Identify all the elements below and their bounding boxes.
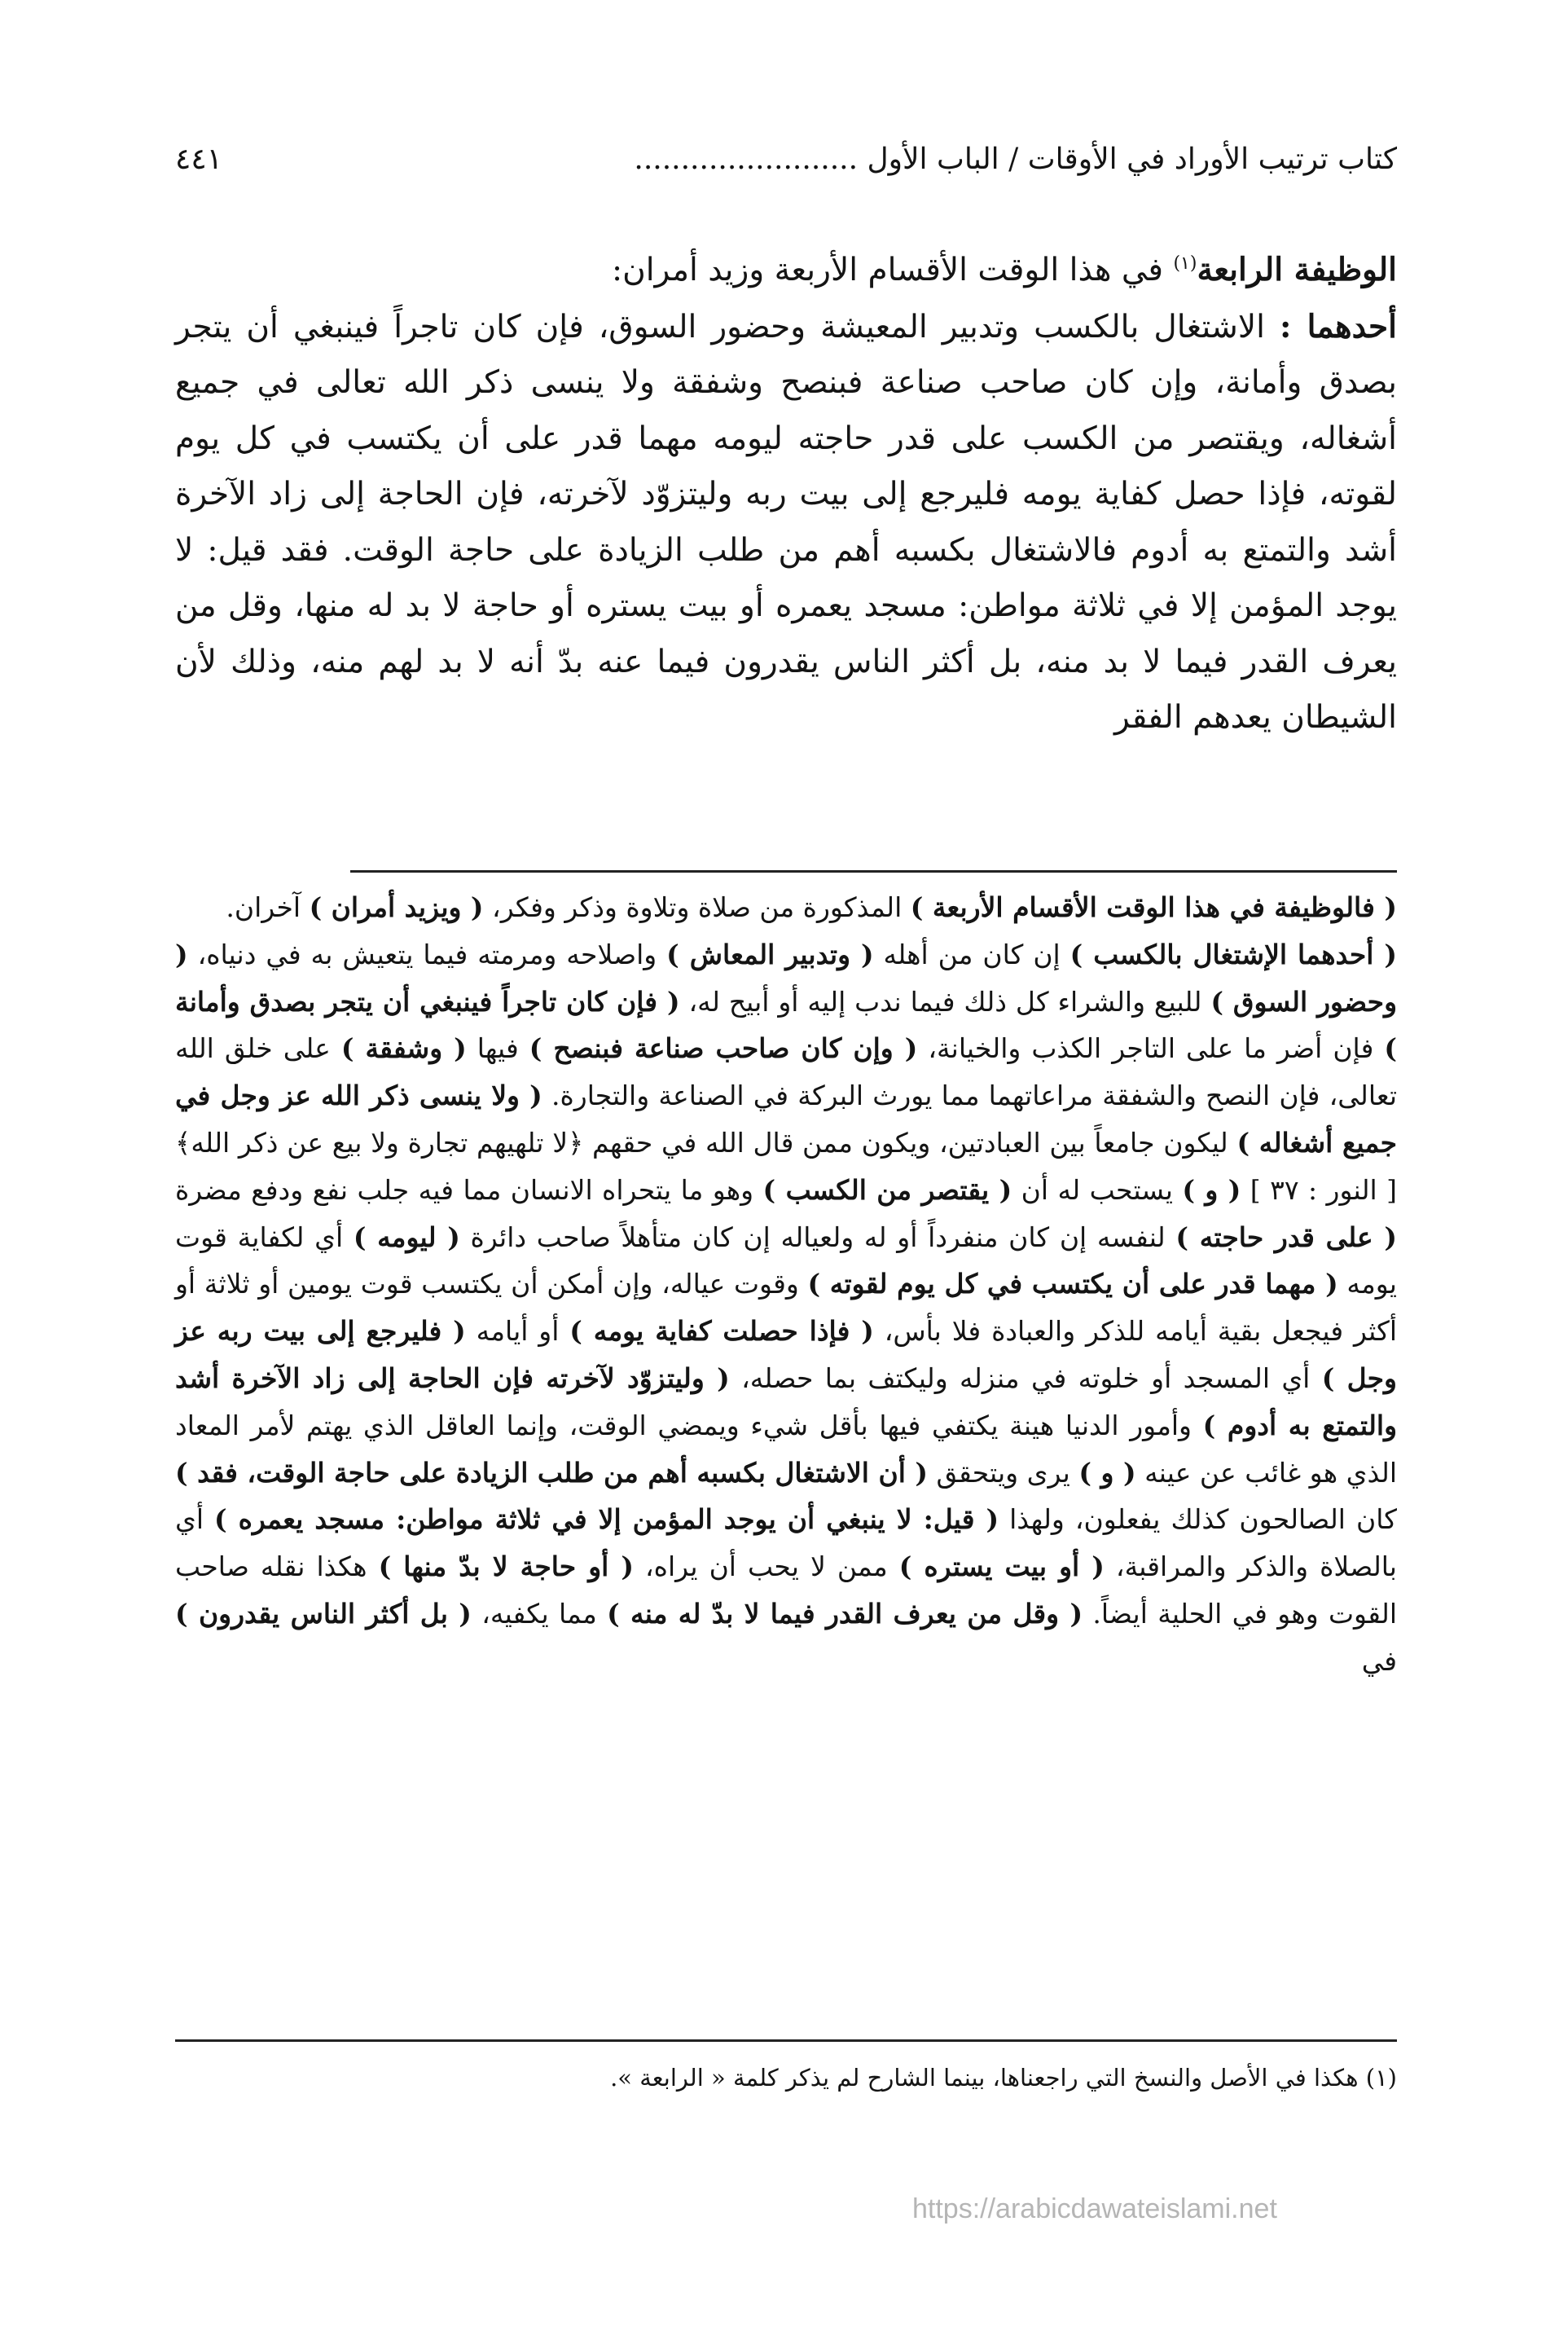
footnote-divider [175, 2039, 1397, 2042]
watermark-url: https://arabicdawateislami.net [912, 2193, 1277, 2224]
running-title: كتاب ترتيب الأوراد في الأوقات / الباب الأول ........................ [634, 142, 1397, 176]
footnote-number: (١) [1365, 2064, 1397, 2092]
commentary-paragraph-1: ( فالوظيفة في هذا الوقت الأقسام الأربعة ) المذكورة من صلاة وتلاوة وذكر وفكر، ( ويزيد أمران ) آخران. [226, 891, 1397, 923]
commentary-paragraph-2: ( أحدهما الإشتغال بالكسب ) إن كان من أهله ( وتدبير المعاش ) واصلاحه ومرمته فيما يتعيش به في دنياه، ( وحضور السوق ) للبيع والشراء كل ذلك فيما ندب إليه أو أبيح له، ( فإن كان تاجراً فينبغي أن يتجر بصدق وأمانة ) فإن أضر ما على التاجر الكذب والخيانة، ( وإن كان صاحب صناعة فبنصح ) فيها ( وشفقة ) على خلق الله تعالى، فإن النصح والشفقة مراعاتهما مما يورث البركة في الصناعة والتجارة. ( ولا ينسى ذكر الله عز وجل في جميع أشغاله ) ليكون جامعاً بين العبادتين، ويكون ممن قال الله في حقهم ﴿لا تلهيهم تجارة ولا بيع عن ذكر الله﴾ [ النور : ٣٧ ] ( و ) يستحب له أن ( يقتصر من الكسب ) وهو ما يتحراه الانسان مما فيه جلب نفع ودفع مضرة ( على قدر حاجته ) لنفسه إن كان منفرداً أو له ولعياله إن كان متأهلاً صاحب دائرة ( ليومه ) أي لكفاية قوت يومه ( مهما قدر على أن يكتسب في كل يوم لقوته ) وقوت عياله، وإن أمكن أن يكتسب قوت يومين أو ثلاثة أو أكثر فيجعل بقية أيامه للذكر والعبادة فلا بأس، ( فإذا حصلت كفاية يومه ) أو أيامه ( فليرجع إلى بيت ربه عز وجل ) أي المسجد أو خلوته في منزله وليكتف بما حصله، ( وليتزوّد لآخرته فإن الحاجة إلى زاد الآخرة أشد والتمتع به أدوم ) وأمور الدنيا هينة يكتفي فيها بأقل شيء ويمضي الوقت، وإنما العاقل الذي يهتم لأمر المعاد الذي هو غائب عن عينه ( و ) يرى ويتحقق ( أن الاشتغال بكسبه أهم من طلب الزيادة على حاجة الوقت، فقد ) كان الصالحون كذلك يفعلون، ولهذا ( قيل: لا ينبغي أن يوجد المؤمن إلا في ثلاثة مواطن: مسجد يعمره ) أي بالصلاة والذكر والمراقبة، ( أو بيت يستره ) ممن لا يحب أن يراه، ( أو حاجة لا بدّ منها ) هكذا نقله صاحب القوت وهو في الحلية أيضاً. ( وقل من يعرف القدر فيما لا بدّ له منه ) مما يكفيه، ( بل أكثر الناس يقدرون ) في [175, 938, 1398, 1677]
section-heading: الوظيفة الرابعة [1197, 251, 1397, 288]
main-paragraph-2: أحدهما : الاشتغال بالكسب وتدبير المعيشة وحضور السوق، فإن كان تاجراً فينبغي أن يتجر بصدق وأمانة، وإن كان صاحب صناعة فبنصح وشفقة ولا ينسى ذكر الله تعالى في جميع أشغاله، ويقتصر من الكسب على قدر حاجته ليومه مهما قدر على أن يكتسب في كل يوم لقوته، فإذا حصل كفاية يومه فليرجع إلى بيت ربه وليتزوّد لآخرته، فإن الحاجة إلى زاد الآخرة أشد والتمتع به أدوم فالاشتغال بكسبه أهم من طلب الزيادة على حاجة الوقت. فقد قيل: لا يوجد المؤمن إلا في ثلاثة مواطن: مسجد يعمره أو بيت يستره أو حاجة لا بد له منها، وقل من يعرف القدر فيما لا بد منه، بل أكثر الناس يقدرون فيما عنه بدّ أنه لا بد لهم منه، وذلك لأن الشيطان يعدهم الفقر [175, 307, 1398, 736]
main-divider [350, 870, 1397, 873]
footnote [175, 2057, 1397, 2098]
page-header [175, 122, 1397, 196]
commentary-text [175, 884, 1397, 1685]
subsection-heading: أحدهما : [1279, 307, 1398, 345]
page-number: ٤٤١ [175, 142, 223, 176]
main-paragraph-1: الوظيفة الرابعة$^{(١)}$ في هذا الوقت الأقسام الأربعة وزيد أمران: [611, 251, 1397, 288]
footnote-mark: (١) [1173, 253, 1197, 274]
main-text [175, 236, 1397, 746]
footnote-text: هكذا في الأصل والنسخ التي راجعناها، بينما الشارح لم يذكر كلمة « الرابعة ». [610, 2064, 1366, 2092]
